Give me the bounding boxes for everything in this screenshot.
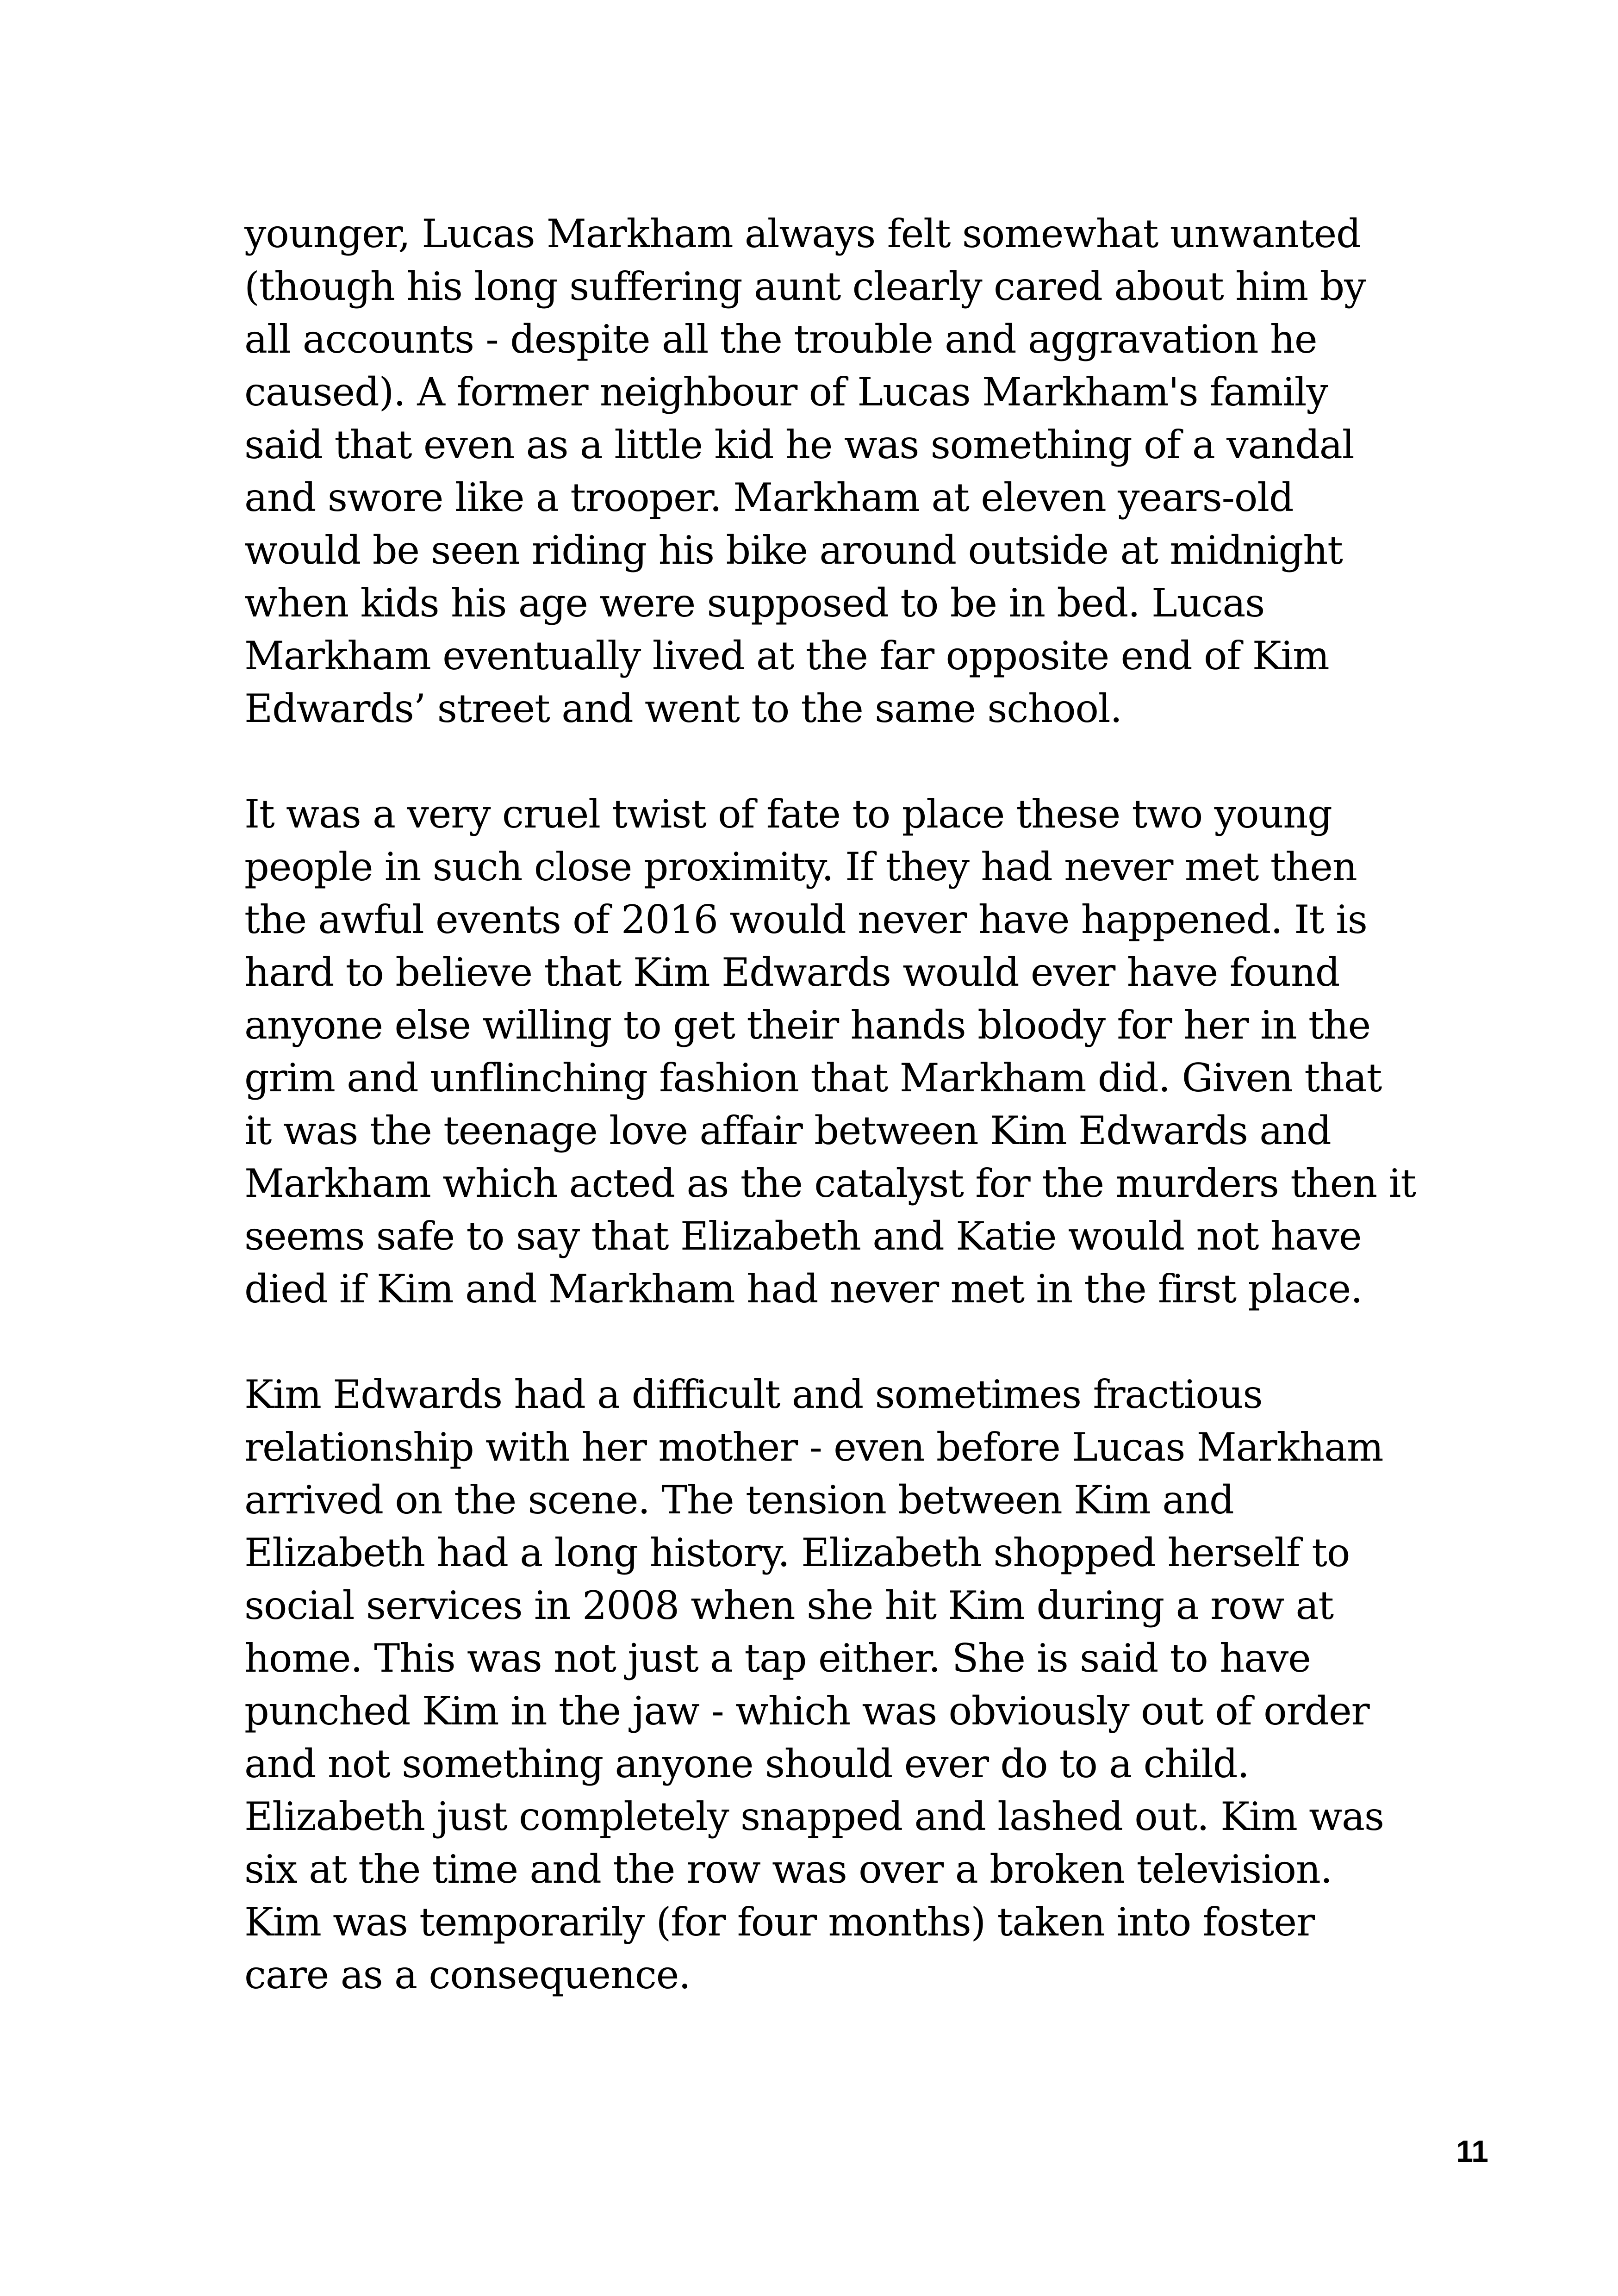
paragraph-2 (244, 788, 1494, 1315)
text-line: (though his long suffering aunt clearly cared about him by (244, 264, 1366, 309)
text-line: Elizabeth just completely snapped and lashed out. Kim was (244, 1794, 1384, 1839)
text-line: care as a consequence. (244, 1952, 691, 1997)
text-line: Edwards’ street and went to the same school. (244, 686, 1122, 731)
paragraph-spacer (244, 735, 1494, 788)
text-line: grim and unflinching fashion that Markham did. Given that (244, 1055, 1382, 1101)
text-line: Kim Edwards had a difficult and sometimes fractious (244, 1372, 1263, 1417)
text-line: died if Kim and Markham had never met in the first place. (244, 1266, 1363, 1312)
paragraph-3 (244, 1368, 1494, 2001)
text-line: and swore like a trooper. Markham at eleven years-old (244, 475, 1294, 520)
text-line: it was the teenage love affair between Kim Edwards and (244, 1108, 1331, 1153)
text-line: and not something anyone should ever do to a child. (244, 1741, 1249, 1786)
text-line: seems safe to say that Elizabeth and Katie would not have (244, 1213, 1362, 1259)
text-line: would be seen riding his bike around outside at midnight (244, 528, 1343, 573)
text-line: anyone else willing to get their hands bloody for her in the (244, 1002, 1370, 1048)
text-line: home. This was not just a tap either. She is said to have (244, 1636, 1311, 1681)
text-line: arrived on the scene. The tension between Kim and (244, 1477, 1234, 1523)
text-line: Kim was temporarily (for four months) taken into foster (244, 1899, 1314, 1945)
text-line: younger, Lucas Markham always felt somewhat unwanted (244, 211, 1361, 256)
paragraph-spacer (244, 1315, 1494, 1368)
text-line: all accounts - despite all the trouble and aggravation he (244, 317, 1317, 362)
page-number: 11 (1456, 2134, 1488, 2168)
text-line: when kids his age were supposed to be in bed. Lucas (244, 580, 1265, 626)
text-line: six at the time and the row was over a broken television. (244, 1847, 1332, 1892)
text-line: punched Kim in the jaw - which was obviously out of order (244, 1688, 1369, 1734)
text-line: said that even as a little kid he was something of a vandal (244, 422, 1354, 467)
text-line: hard to believe that Kim Edwards would ever have found (244, 950, 1340, 995)
text-line: people in such close proximity. If they had never met then (244, 844, 1357, 890)
body-text (244, 207, 1494, 2001)
text-line: social services in 2008 when she hit Kim during a row at (244, 1583, 1333, 1628)
text-line: the awful events of 2016 would never have happened. It is (244, 897, 1367, 942)
text-line: caused). A former neighbour of Lucas Markham's family (244, 369, 1328, 415)
paragraph-1 (244, 207, 1494, 735)
text-line: Markham eventually lived at the far opposite end of Kim (244, 633, 1329, 678)
text-line: Elizabeth had a long history. Elizabeth shopped herself to (244, 1530, 1350, 1575)
text-line: relationship with her mother - even before Lucas Markham (244, 1425, 1383, 1470)
text-line: It was a very cruel twist of fate to place these two young (244, 791, 1332, 837)
text-line: Markham which acted as the catalyst for the murders then it (244, 1161, 1416, 1206)
